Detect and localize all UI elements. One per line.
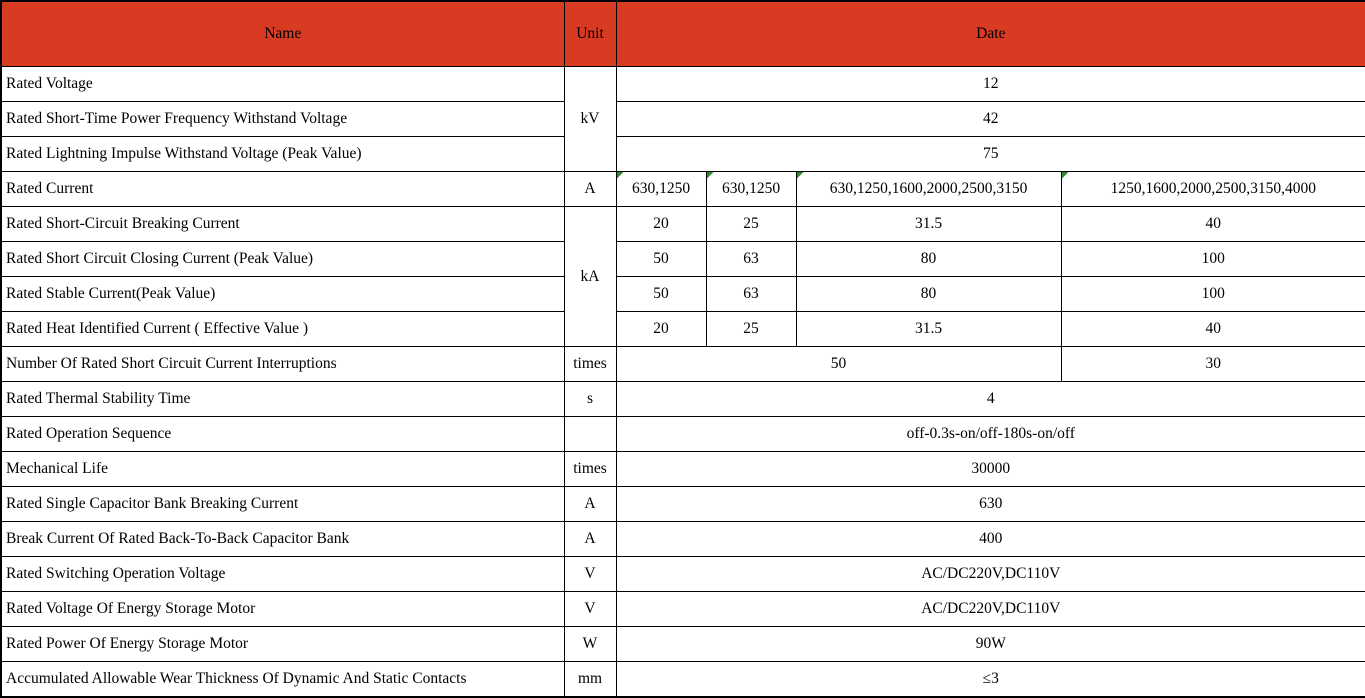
table-row (1, 487, 1365, 522)
table-row (1, 627, 1365, 662)
value-cell: 63 (706, 242, 796, 277)
value-cell (616, 172, 706, 207)
row-name-cell: Rated Short Circuit Closing Current (Peak Value) (1, 242, 564, 277)
cell-flag-icon (1062, 172, 1069, 179)
unit-cell: A (564, 172, 616, 207)
value-cell: 80 (796, 242, 1061, 277)
unit-cell: kA (564, 207, 616, 347)
row-name-cell: Mechanical Life (1, 452, 564, 487)
row-name-cell: Break Current Of Rated Back-To-Back Capacitor Bank (1, 522, 564, 557)
table-row (1, 242, 1365, 277)
table-row (1, 662, 1365, 698)
row-name-cell: Rated Heat Identified Current ( Effective Value ) (1, 312, 564, 347)
unit-cell: mm (564, 662, 616, 698)
row-name-cell: Rated Stable Current(Peak Value) (1, 277, 564, 312)
cell-flag-icon (797, 172, 804, 179)
row-name-cell: Accumulated Allowable Wear Thickness Of Dynamic And Static Contacts (1, 662, 564, 698)
value-cell: 40 (1061, 312, 1365, 347)
value-cell: 50 (616, 347, 1061, 382)
table-row (1, 382, 1365, 417)
value-cell (1061, 172, 1365, 207)
cell-flag-icon (707, 172, 714, 179)
value-cell: 25 (706, 312, 796, 347)
unit-cell: V (564, 592, 616, 627)
value-text: 630,1250 (721, 180, 781, 198)
row-name-cell: Rated Thermal Stability Time (1, 382, 564, 417)
table-header-row (1, 1, 1365, 67)
table-row (1, 592, 1365, 627)
cell-flag-icon (617, 172, 624, 179)
table-row (1, 417, 1365, 452)
value-cell: 31.5 (796, 207, 1061, 242)
value-cell: 12 (616, 67, 1365, 102)
unit-cell: W (564, 627, 616, 662)
value-cell: 630 (616, 487, 1365, 522)
table-row (1, 452, 1365, 487)
unit-cell (564, 417, 616, 452)
value-cell: 40 (1061, 207, 1365, 242)
table-row (1, 102, 1365, 137)
table-row (1, 137, 1365, 172)
row-name-cell: Rated Voltage Of Energy Storage Motor (1, 592, 564, 627)
unit-cell: A (564, 522, 616, 557)
value-cell (706, 172, 796, 207)
value-cell: 31.5 (796, 312, 1061, 347)
table-row (1, 312, 1365, 347)
row-name-cell: Rated Short-Time Power Frequency Withstand Voltage (1, 102, 564, 137)
row-name-cell: Rated Short-Circuit Breaking Current (1, 207, 564, 242)
row-name-cell: Rated Single Capacitor Bank Breaking Current (1, 487, 564, 522)
table-row (1, 172, 1365, 207)
row-name-cell: Number Of Rated Short Circuit Current Interruptions (1, 347, 564, 382)
row-name-cell: Rated Operation Sequence (1, 417, 564, 452)
unit-cell: V (564, 557, 616, 592)
value-text: 1250,1600,2000,2500,3150,4000 (1110, 180, 1316, 198)
row-name-cell: Rated Switching Operation Voltage (1, 557, 564, 592)
value-cell: AC/DC220V,DC110V (616, 557, 1365, 592)
unit-cell: times (564, 452, 616, 487)
row-name-cell: Rated Current (1, 172, 564, 207)
value-cell: 30 (1061, 347, 1365, 382)
unit-cell: times (564, 347, 616, 382)
value-text: 630,1250 (631, 180, 691, 198)
header-date: Date (616, 1, 1365, 67)
value-cell: AC/DC220V,DC110V (616, 592, 1365, 627)
value-cell: 90W (616, 627, 1365, 662)
row-name-cell: Rated Voltage (1, 67, 564, 102)
value-cell: 50 (616, 242, 706, 277)
table-row (1, 207, 1365, 242)
value-cell: 100 (1061, 242, 1365, 277)
value-cell: off-0.3s-on/off-180s-on/off (616, 417, 1365, 452)
table-row (1, 67, 1365, 102)
unit-cell: kV (564, 67, 616, 172)
value-cell: 63 (706, 277, 796, 312)
unit-cell: A (564, 487, 616, 522)
header-unit: Unit (564, 1, 616, 67)
value-cell: 75 (616, 137, 1365, 172)
value-cell: 400 (616, 522, 1365, 557)
value-cell: 42 (616, 102, 1365, 137)
table-row (1, 347, 1365, 382)
table-row (1, 277, 1365, 312)
table-row (1, 522, 1365, 557)
value-cell: 80 (796, 277, 1061, 312)
value-cell: 20 (616, 312, 706, 347)
value-cell: ≤3 (616, 662, 1365, 698)
value-cell: 50 (616, 277, 706, 312)
row-name-cell: Rated Power Of Energy Storage Motor (1, 627, 564, 662)
value-cell: 30000 (616, 452, 1365, 487)
unit-cell: s (564, 382, 616, 417)
value-text: 630,1250,1600,2000,2500,3150 (829, 180, 1028, 198)
value-cell: 100 (1061, 277, 1365, 312)
row-name-cell: Rated Lightning Impulse Withstand Voltage (Peak Value) (1, 137, 564, 172)
value-cell: 25 (706, 207, 796, 242)
value-cell (796, 172, 1061, 207)
header-name: Name (1, 1, 564, 67)
value-cell: 4 (616, 382, 1365, 417)
table-row (1, 557, 1365, 592)
value-cell: 20 (616, 207, 706, 242)
